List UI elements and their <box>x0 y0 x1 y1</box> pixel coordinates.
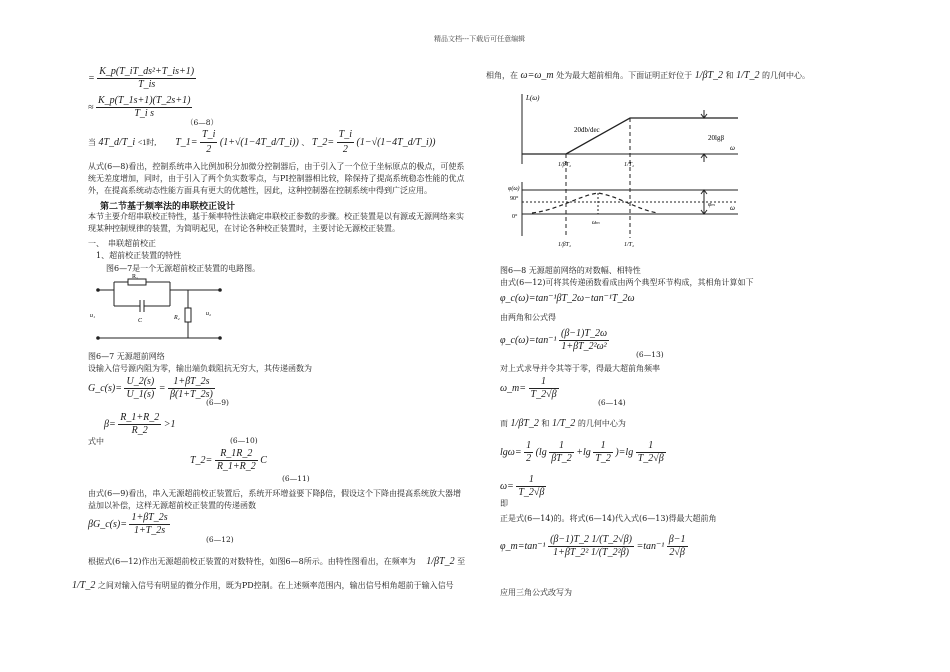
corner-label-a: 1/βT₂ <box>558 162 572 168</box>
paragraph-6-12-cont: 1/T_2 之间对输入信号有明显的微分作用，既为PD控制。在上述频率范围内，输出信号相角超前于输入信号 <box>72 580 454 591</box>
figure-6-7-caption: 图6—7 无源超前网络 <box>88 352 165 361</box>
condition-line: 当 4T_d/T_i <1时, T_1= $\frac{T\_i}{2}$ (1+√(1−4T_d/T_i)) 、 T_2= $\frac{T\_i}{2}$ (1−√(1−4T_d/T_i)) <box>88 129 436 155</box>
eqno-6-12: (6—12) <box>206 535 234 544</box>
magnitude-label: L(ω) <box>526 94 540 102</box>
transfer-function-intro: 设输入信号源内阻为零，输出端负载阻抗无穷大，其传递函数为 <box>88 364 312 373</box>
paragraph-6-8: 从式(6—8)看出，控制系统串入比例加积分加微分控制器后，由于引入了一个位于坐标原点的极点，可使系统无差度增加，同时，由于引入了两个负实数零点，与PI控制器相比较，除保持了提高系统稳态性能的优点外，在提高系统动态性能方面具有更大的优越性，因此，这种控制器在控制系统中得到广泛应用。 <box>88 162 465 195</box>
equation-lg-omega: lgω= $\frac{1}{2}$ (lg $\frac{1}{\beta T\_2}$ +lg $\frac{1}{T\_2}$ )=lg $\frac{1}{T\_2√\beta}$ <box>500 440 664 464</box>
phim-label: φₘ <box>708 202 715 208</box>
wm-label: ωₘ <box>592 220 600 226</box>
phase-curve <box>532 193 658 213</box>
paragraph-6-9: 由式(6—9)看出，串入无源超前校正装置后，系统开环增益要下降β倍，假设这个下降由提高系统放大器增益加以补偿，这样无源超前校正装置的传递函数 <box>88 489 462 510</box>
equation-phi-m: φ_m=tan⁻¹ $\frac{(\beta-1)T\_2 1/(T\_2√\beta)}{\text{1+βT\_2² 1/(T\_2²β)}}$ =tan⁻¹ $\frac{\beta-1}{2√\beta}$ <box>500 534 686 558</box>
equation-t2: T_2= $\frac{R\_1R\_2}{R\_1+R\_2}$ C <box>190 448 267 472</box>
equation-6-12: βG_c(s)= $\frac{1+\beta T\_2s}{1+T\_2s}$ <box>88 512 168 536</box>
gc-equation-1: = $\frac{\text{K\_p(T\_iT\_ds²+T\_is+1)}}{T\_is}$ <box>88 66 195 90</box>
eqno-6-14: (6—14) <box>598 398 626 407</box>
eqno-6-8: （6—8） <box>186 118 219 127</box>
equation-beta: β= $\frac{R\_1+R\_2}{R\_2}$ >1 <box>104 412 176 436</box>
level-label: 20lgβ <box>708 134 725 142</box>
corner-label-a-bottom: 1/βT₂ <box>558 242 572 248</box>
label-r2: R₂ <box>174 315 180 321</box>
figure-6-8-caption: 图6—8 无源超前网络的对数幅、相特性 <box>500 266 641 275</box>
gc-equation-2: ≈ $\frac{K\_p(T\_1s+1)(T\_2s+1)}{\text{T\_i s}}$ <box>88 95 191 119</box>
trig-text: 应用三角公式改写为 <box>500 588 572 597</box>
eqno-6-13: (6—13) <box>636 350 664 359</box>
subsection-lead-characteristic: 1、超前校正装置的特性 <box>96 251 182 260</box>
bode-lead-network-figure <box>508 90 748 250</box>
label-r1: R₁ <box>132 274 139 280</box>
omega-axis-label-bottom: ω <box>730 204 735 212</box>
subsection-lead: 一、 串联超前校正 <box>88 239 156 248</box>
figure-6-7-intro: 图6—7是一个无源超前校正装置的电路图。 <box>106 264 261 273</box>
equation-6-9: G_c(s)= $\frac{U\_2(s)}{U\_1(s)}$ = $\frac{1+\beta T\_2s}{\beta(1+T\_2s)}$ <box>88 376 213 400</box>
lead-network-circuit <box>88 274 228 342</box>
label-u2: u₂ <box>206 311 212 317</box>
corner-label-b-bottom: 1/T₂ <box>624 242 635 248</box>
omega-axis-label-top: ω <box>730 144 735 152</box>
page-header: 精品文档---下载后可任意编辑 <box>434 35 526 43</box>
deg0-label: 0° <box>512 214 518 220</box>
derivative-text: 对上式求导并令其等于零，得最大超前角频率 <box>500 364 660 373</box>
label-u1: u₁ <box>90 313 96 319</box>
equation-wm: ω_m= $\frac{1}{T\_2√\beta}$ <box>500 376 557 400</box>
phase-label: φ(ω) <box>508 186 520 192</box>
equation-phi-2: φ_c(ω)=tan⁻¹ $\frac{(\beta-1)T\_2\omega}{\text{1+βT\_2²ω²}}$ <box>500 328 608 352</box>
section-title: 第二节基于频率法的串联校正设计 <box>100 202 236 212</box>
paragraph-6-12b: 由式(6—12)可将其传递函数看成由两个典型环节构成，其相角计算如下 <box>500 278 754 287</box>
eqno-6-9: (6—9) <box>206 398 229 407</box>
deg90-label: 90° <box>510 196 519 202</box>
eqno-6-11: (6—11) <box>282 474 310 483</box>
resistor-r2 <box>185 308 191 322</box>
geometric-center-text: 而 1/βT_2 和 1/T_2 的几何中心为 <box>500 418 626 429</box>
paragraph-6-12: 根据式(6—12)作出无源超前校正装置的对数特性，如图6—8所示。由特性图看出，在频率为 1/βT_2 至 <box>88 556 466 567</box>
label-c: C <box>138 318 143 324</box>
ji-text: 即 <box>500 499 508 508</box>
where-label: 式中 <box>88 437 104 446</box>
eqno-6-10: (6—10) <box>230 436 258 445</box>
phase-intro-line: 相角，在 ω=ω_m 处为最大超前相角。下面证明正好位于 1/βT_2 和 1/T_2 的几何中心。 <box>486 70 811 81</box>
equation-omega: ω= $\frac{1}{T\_2√\beta}$ <box>500 474 545 498</box>
corner-label-b: 1/T₂ <box>624 162 635 168</box>
two-angle-text: 由两角和公式得 <box>500 313 556 322</box>
section-intro: 本节主要介绍串联校正特性，基于频率特性法确定串联校正参数的步骤。校正装置是以有源或无源网络来实现某种控制规律的装置，为简明起见，在讨论各种校正装置时，主要讨论无源校正装置。 <box>88 212 464 233</box>
equation-phi-1: φ_c(ω)=tan⁻¹βT_2ω−tan⁻¹T_2ω <box>500 293 635 304</box>
correct-text: 正是式(6—14)的。将式(6—14)代入式(6—13)得最大超前角 <box>500 514 717 523</box>
slope-label: 20db/dec <box>574 126 600 134</box>
